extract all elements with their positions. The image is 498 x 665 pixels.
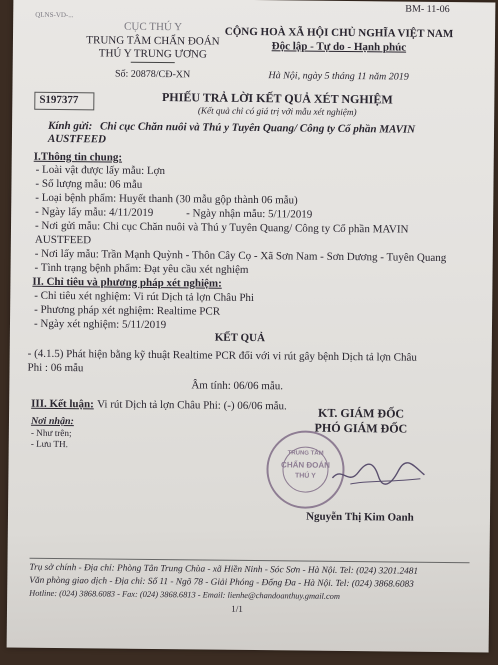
document-subtitle: (Kết quả chỉ có giá trị với mẫu xét nghiệm) — [197, 105, 357, 118]
result-heading: KẾT QUẢ — [214, 331, 266, 345]
top-left-mark: QLNS-VD-... — [35, 10, 74, 20]
form-code: BM- 11-06 — [405, 3, 450, 16]
section1-item: - Ngày nhận mẫu: 5/11/2019 — [186, 207, 313, 221]
section2-item: - Ngày xét nghiệm: 5/11/2019 — [33, 317, 167, 332]
page-number: 1/1 — [231, 603, 243, 614]
recipient-line2: AUSTFEED — [47, 132, 107, 146]
stamp-line3: THÚ Y — [294, 472, 316, 480]
section2-item: - Chỉ tiêu xét nghiệm: Vi rút Dịch tả lợn Châu Phi — [34, 289, 255, 305]
issuer-line2: TRUNG TÂM CHẨN ĐOÁN — [86, 34, 220, 48]
nation-line1: CỘNG HOÀ XÃ HỘI CHỦ NGHĨA VIỆT NAM — [224, 25, 454, 41]
section1-item: - Loại bệnh phẩm: Huyết thanh (30 mẫu gộp thành 06 mẫu) — [35, 191, 298, 207]
conclusion-text: Vi rút Dịch tả lợn Châu Phi: (-) 06/06 mẫu. — [97, 398, 287, 413]
recipient-line1: Chi cục Chăn nuôi và Thú y Tuyên Quang/ Công ty Cổ phần MAVIN — [100, 120, 416, 136]
result-line2: Phi : 06 mẫu — [27, 361, 84, 375]
handwritten-signature — [328, 456, 428, 497]
section2-heading: II. Chỉ tiêu và phương pháp xét nghiệm: — [32, 275, 222, 290]
footer-line1: Trụ sở chính - Địa chỉ: Phòng Tân Trung Chùa - xã Hiền Ninh - Sóc Sơn - Hà Nội. Tel: (024) 3201.2481 — [29, 562, 419, 577]
section1-item: - Số lượng mẫu: 06 mẫu — [35, 177, 143, 191]
recipients-item: - Lưu TH. — [30, 438, 69, 450]
section1-item: - Tình trạng bệnh phẩm: Đạt yêu cầu xét nghiệm — [34, 261, 249, 276]
issuer-number: Số: 20878/CĐ-XN — [114, 68, 191, 81]
conclusion-label: III. Kết luận: — [31, 397, 94, 411]
section1-item: AUSTFEED — [34, 233, 92, 247]
section1-item: - Ngày lấy mẫu: 4/11/2019 — [35, 205, 154, 219]
result-line1: - (4.1.5) Phát hiện bằng kỹ thuật Realtime PCR đối với vi rút gây bệnh Dịch tả lợn Châu — [27, 347, 417, 364]
recipients-item: - Như trên; — [30, 427, 72, 439]
sample-code: S197377 — [39, 93, 79, 107]
signatory-name: Nguyễn Thị Kim Oanh — [306, 510, 414, 524]
section1-item: - Loài vật được lấy mẫu: Lợn — [35, 163, 166, 178]
signature-title2: PHÓ GIÁM ĐỐC — [314, 420, 408, 436]
document-title: PHIẾU TRẢ LỜI KẾT QUẢ XÉT NGHIỆM — [161, 90, 393, 107]
recipient-label: Kính gửi: — [48, 119, 93, 133]
section1-item: - Nơi lấy mẫu: Trần Mạnh Quỳnh - Thôn Cây Cọ - Xã Sơn Nam - Sơn Dương - Tuyên Quang — [34, 247, 447, 265]
footer-line2: Văn phòng giao dịch - Địa chỉ: Số 11 - Ngõ 78 - Giải Phóng - Đống Đa - Hà Nội. Tel: (024) 3868.6083 — [29, 575, 414, 590]
issuer-line3: THÚ Y TRUNG ƯƠNG — [98, 47, 207, 61]
result-negative: Âm tính: 06/06 mẫu. — [191, 379, 284, 393]
signature-title1: KT. GIÁM ĐỐC — [317, 405, 405, 421]
issuer-underline — [131, 62, 175, 63]
document-date: Hà Nội, ngày 5 tháng 11 năm 2019 — [268, 70, 409, 83]
footer-line3: Hotline: (024) 3868.6083 - Fax: (024) 3868.6813 - Email: lienhe@chandoanthuy.gmail.com — [29, 588, 340, 601]
nation-line2: Độc lập - Tự do - Hạnh phúc — [271, 40, 407, 54]
section2-item: - Phương pháp xét nghiệm: Realtime PCR — [34, 303, 221, 318]
section1-item: - Nơi gửi mẫu: Chi cục Chăn nuôi và Thú y Tuyên Quang/ Công ty Cổ phần MAVIN — [34, 219, 409, 236]
stamp-line2: CHẨN ĐOÁN — [281, 460, 331, 470]
section1-heading: I.Thông tin chung: — [33, 150, 123, 164]
stamp-line1: TRUNG TÂM — [287, 450, 324, 457]
document-page — [7, 0, 496, 653]
issuer-line1: CỤC THÚ Y — [124, 20, 183, 34]
recipients-heading: Nơi nhận: — [30, 415, 74, 428]
